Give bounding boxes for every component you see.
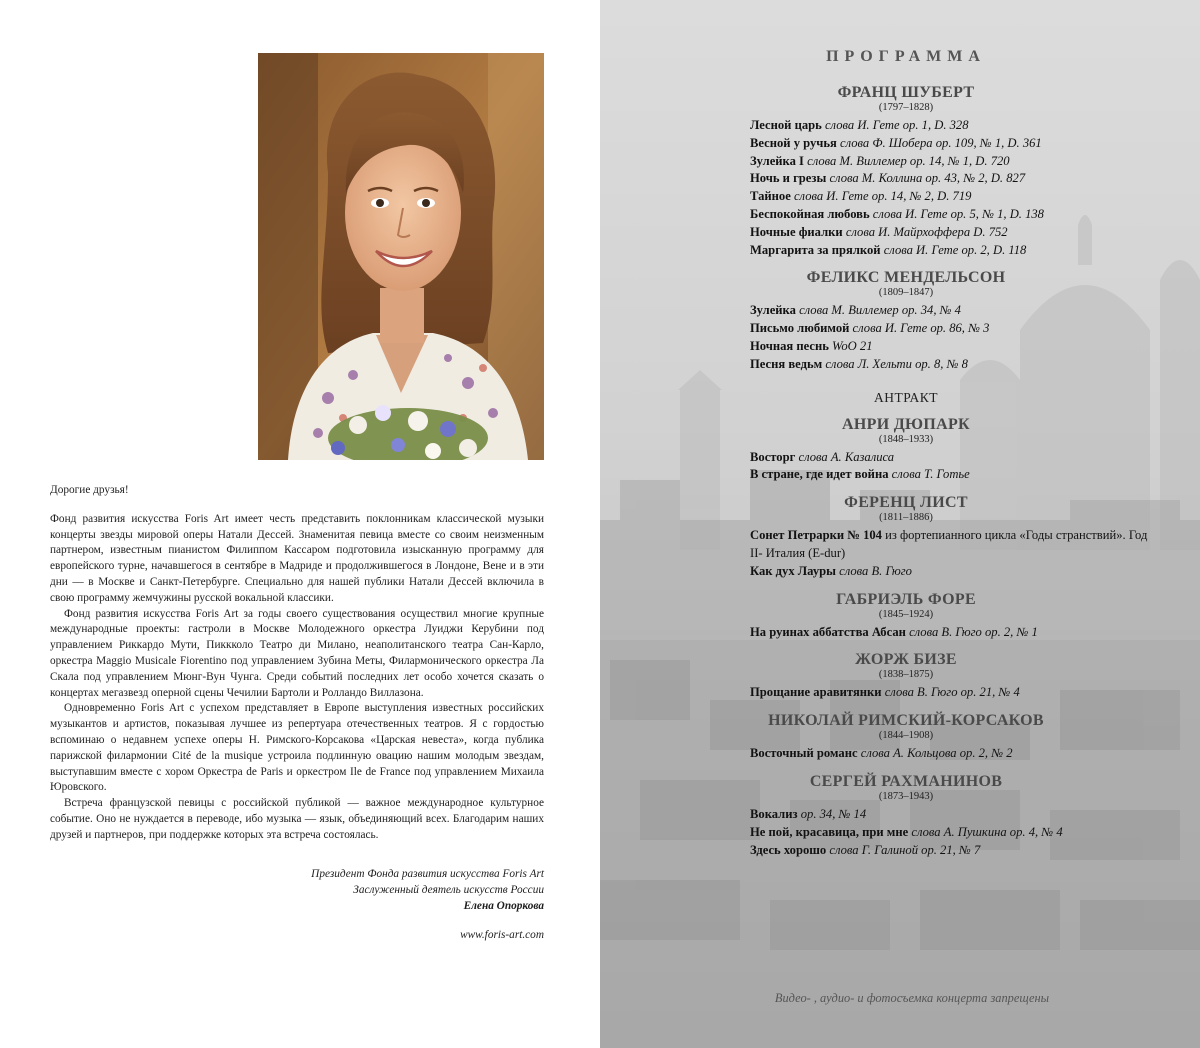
work-title: Ночные фиалки: [750, 224, 843, 239]
work-detail: слова И. Гете ор. 86, № 3: [852, 321, 990, 336]
work-item: [750, 806, 1160, 824]
letter-paragraph: Встреча французской певицы с российской публикой — важное международное культурное событие. Оно не нуждается в переводе, ибо музыка — язык, объединяющий всех. Благодарим наших друзей и партнеров, при поддержке которых эта встреча состоялась.: [50, 797, 544, 841]
work-detail: слова А. Казалиса: [798, 449, 895, 464]
composer-dates: (1873–1943): [878, 790, 934, 802]
letter-paragraph: Фонд развития искусства Foris Art за годы своего существования осуществил многие крупные международные проекты: гастроли в Москве Молодежного оркестра Луиджи Керубини под управлением Риккардо Мути, Пиккколо Театро ди Милано, неаполитанского театра Сан-Карло, оркестра Maggio Musicale Fiorentino под управлением Зубина Меты, Филармонического оркестра Ла Скала под управлением Мюнг-Вун Чунга. Среди событий последних лет особо хочется сказать о концертах мегазвезд оперной сцены Чечилии Бартоли и Ролландо Виллазона.: [50, 607, 544, 699]
work-detail: слова Л. Хельти ор. 8, № 8: [825, 356, 968, 371]
work-title: Весной у ручья: [750, 135, 837, 150]
composer-name: ФЕЛИКС МЕНДЕЛЬСОН: [806, 269, 1006, 287]
composer-name: НИКОЛАЙ РИМСКИЙ-КОРСАКОВ: [768, 712, 1044, 730]
work-item: [750, 117, 1160, 135]
works-list: [600, 302, 1200, 373]
composer-section: [600, 712, 1200, 763]
works-list: [600, 684, 1200, 702]
work-title: На руинах аббатства Абсан: [750, 624, 906, 639]
website-link[interactable]: www.foris-art.com: [460, 929, 544, 941]
work-item: [750, 842, 1160, 860]
work-title: Песня ведьм: [750, 356, 823, 371]
work-detail: слова И. Майрхоффера D. 752: [845, 224, 1008, 239]
work-detail: слова Ф. Шобера ор. 109, № 1, D. 361: [840, 135, 1042, 150]
work-item: [750, 224, 1160, 242]
work-title: Как дух Лауры: [750, 563, 836, 578]
work-detail: слова И. Гете ор. 5, № 1, D. 138: [872, 206, 1044, 221]
program-title: ПРОГРАММА: [826, 48, 986, 65]
letter-signature: [311, 867, 544, 914]
work-title: Сонет Петрарки № 104: [750, 528, 882, 543]
work-item: [750, 527, 1160, 563]
composer-dates: (1811–1886): [879, 512, 933, 524]
composer-section: [600, 84, 1200, 259]
composer-section: [600, 269, 1200, 373]
work-title: Ночь и грезы: [750, 171, 827, 186]
work-detail: слова В. Гюго ор. 21, № 4: [884, 685, 1020, 700]
signature-name: Елена Опоркова: [463, 899, 544, 912]
work-item: [750, 338, 1160, 356]
composer-section: [600, 651, 1200, 702]
composer-section: [600, 773, 1200, 859]
work-title: Тайное: [750, 189, 791, 204]
work-item: [750, 320, 1160, 338]
work-item: [750, 206, 1160, 224]
composer-dates: (1845–1924): [878, 608, 934, 620]
work-item: [750, 824, 1160, 842]
work-item: [750, 188, 1160, 206]
works-list: [600, 527, 1200, 580]
work-detail: слова В. Гюго ор. 2, № 1: [909, 624, 1038, 639]
work-item: [750, 153, 1160, 171]
work-title: Здесь хорошо: [750, 842, 827, 857]
work-detail: слова В. Гюго: [839, 563, 912, 578]
concert-program: [600, 48, 1200, 869]
works-list: [600, 745, 1200, 763]
composer-dates: (1848–1933): [878, 433, 934, 445]
work-title: Ночная песнь: [750, 338, 829, 353]
welcome-letter: [50, 483, 544, 844]
works-list: [600, 117, 1200, 259]
work-item: [750, 449, 1160, 467]
work-title: Вокализ: [750, 806, 798, 821]
work-item: [750, 242, 1160, 260]
work-item: [750, 135, 1160, 153]
work-detail: ор. 34, № 14: [800, 806, 867, 821]
work-detail: WoO 21: [832, 338, 873, 353]
composer-name: ЖОРЖ БИЗЕ: [855, 651, 957, 669]
works-list: [600, 624, 1200, 642]
right-page: [600, 0, 1200, 1048]
composer-dates: (1797–1828): [878, 102, 934, 113]
composer-section: [600, 494, 1200, 580]
work-title: Лесной царь: [750, 118, 822, 132]
work-title: Письмо любимой: [750, 321, 850, 336]
recording-prohibited-note: Видео- , аудио- и фотосъемка концерта запрещены: [774, 991, 1050, 1005]
work-title: Зулейка I: [750, 153, 804, 168]
composer-name: ФЕРЕНЦ ЛИСТ: [844, 494, 968, 512]
work-detail: слова И. Гете ор. 2, D. 118: [883, 242, 1027, 257]
portrait-photo: [258, 53, 544, 460]
program-part-one: [600, 84, 1200, 374]
work-item: [750, 356, 1160, 374]
work-item: [750, 624, 1160, 642]
work-description: из фортепианного цикла «Годы странствий». Год II- Италия (E-dur): [750, 528, 1148, 560]
work-title: Восторг: [750, 449, 796, 464]
work-title: Восточный романс: [750, 746, 858, 761]
composer-name: ФРАНЦ ШУБЕРТ: [837, 84, 975, 101]
signature-title: Президент Фонда развития искусства Foris Art: [311, 868, 544, 880]
work-item: [750, 466, 1160, 484]
composer-dates: (1809–1847): [878, 287, 934, 299]
composer-name: АНРИ ДЮПАРК: [842, 415, 970, 433]
work-detail: слова М. Виллемер ор. 14, № 1, D. 720: [807, 153, 1010, 168]
work-title: Зулейка: [750, 303, 796, 318]
letter-greeting: Дорогие друзья!: [50, 484, 129, 496]
work-title: Маргарита за прялкой: [750, 242, 881, 257]
work-item: [750, 684, 1160, 702]
work-title: В стране, где идет война: [750, 467, 889, 482]
program-part-two: [600, 416, 1200, 860]
composer-name: СЕРГЕЙ РАХМАНИНОВ: [809, 772, 1003, 790]
work-detail: слова А. Пушкина ор. 4, № 4: [911, 824, 1063, 839]
intermission-label: АНТРАКТ: [873, 389, 939, 405]
work-title: Прощание аравитянки: [750, 685, 882, 700]
work-title: Не пой, красавица, при мне: [750, 824, 909, 839]
work-detail: слова И. Гете ор. 14, № 2, D. 719: [793, 189, 972, 204]
composer-section: [600, 416, 1200, 485]
work-item: [750, 302, 1160, 320]
works-list: [600, 806, 1200, 859]
work-item: [750, 745, 1160, 763]
letter-paragraph: Одновременно Foris Art с успехом представляет в Европе выступления известных российских музыкантов и артистов, показывая лучшее из репертуара отечественных театров. Я с гордостью вспоминаю о недавнем успехе оперы Н. Римского-Корсакова «Царская невеста», когда публика парижской филармонии Cité de la musique устроила подлинную овацию нашим молодым звездам, выступавшим вместе с хором Оркестра de Paris и оркестром Ile de France под управлением Михаила Юровского.: [50, 702, 544, 794]
work-detail: слова М. Виллемер ор. 34, № 4: [799, 303, 961, 318]
signature-honor: Заслуженный деятель искусств России: [353, 883, 544, 896]
work-detail: слова И. Гете ор. 1, D. 328: [824, 118, 969, 132]
works-list: [600, 449, 1200, 485]
composer-dates: (1838–1875): [878, 669, 934, 681]
work-item: [750, 170, 1160, 188]
work-title: Беспокойная любовь: [750, 206, 870, 221]
work-detail: слова Г. Галиной ор. 21, № 7: [829, 842, 981, 857]
work-detail: слова Т. Готье: [891, 467, 970, 482]
work-detail: слова А. Кольцова ор. 2, № 2: [860, 746, 1013, 761]
composer-dates: (1844–1908): [878, 730, 934, 742]
composer-name: ГАБРИЭЛЬ ФОРЕ: [836, 590, 976, 608]
work-detail: слова М. Коллина ор. 43, № 2, D. 827: [829, 171, 1026, 186]
work-item: [750, 563, 1160, 581]
composer-section: [600, 591, 1200, 642]
letter-paragraph: Фонд развития искусства Foris Art имеет честь представить поклонникам классической музыки концерты звезды мировой оперы Натали Дессей. Знаменитая певица вместе со своим неизменным партнером, известным пианистом Филиппом Кассаром подготовила изысканную программу для европейского турне, начавшегося в сентябре в Мадриде и продолжившегося в Лондоне, Вене и в эти дни — в Москве и Санкт-Петербурге. Специально для нашей публики Натали Дессей включила в свою программу жемчужины русской вокальной классики.: [50, 512, 544, 604]
